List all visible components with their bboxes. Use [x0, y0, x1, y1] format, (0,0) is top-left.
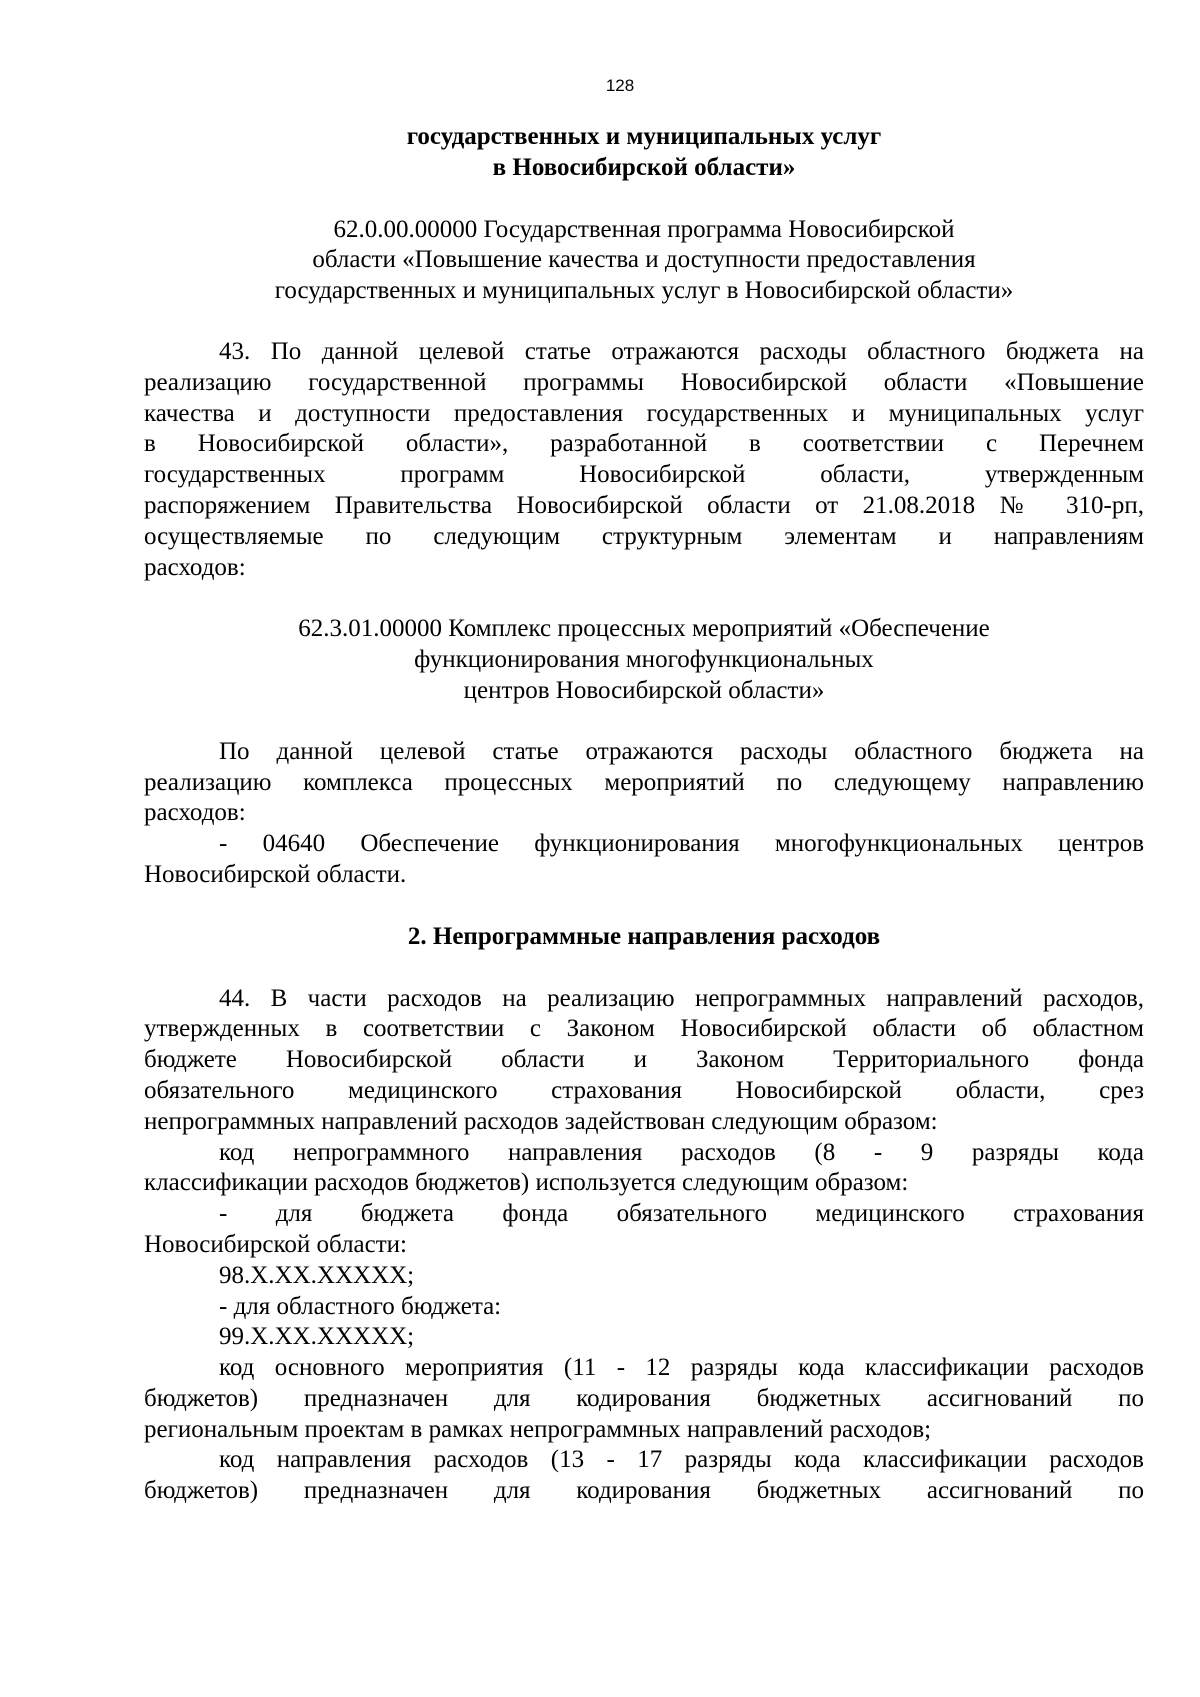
heading-line: государственных и муниципальных услуг в Новосибирской области»	[274, 277, 1014, 305]
heading-line: области «Повышение качества и доступности предоставления	[312, 246, 976, 274]
paragraph-line: в Новосибирской области», разработанной в соответствии с Перечнем	[144, 430, 1144, 458]
paragraph-line: региональным проектам в рамках непрограммных направлений расходов;	[144, 1415, 932, 1443]
page-number: 128	[605, 76, 635, 95]
paragraph-line: распоряжением Правительства Новосибирской области от 21.08.2018 № 310-рп,	[144, 491, 1144, 519]
list-item: - 04640 Обеспечение функционирования многофункциональных центров	[219, 830, 1144, 858]
paragraph-line: Новосибирской области.	[144, 860, 407, 888]
paragraph-line: бюджетов) предназначен для кодирования бюджетных ассигнований по	[144, 1384, 1144, 1412]
paragraph-line: код направления расходов (13 - 17 разряды кода классификации расходов	[219, 1446, 1144, 1474]
program-heading	[144, 215, 1144, 307]
paragraph-line: обязательного медицинского страхования Новосибирской области, срез	[144, 1076, 1144, 1104]
code-line: 98.X.XX.XXXXX;	[219, 1261, 415, 1289]
paragraph-line: код непрограммного направления расходов (8 - 9 разряды кода	[219, 1138, 1144, 1166]
paragraph-line: Новосибирской области:	[144, 1230, 408, 1258]
code-line: 99.X.XX.XXXXX;	[219, 1323, 415, 1351]
paragraph-line: классификации расходов бюджетов) используется следующим образом:	[144, 1169, 909, 1197]
paragraph-line: код основного мероприятия (11 - 12 разряды кода классификации расходов	[219, 1354, 1144, 1382]
heading-line: центров Новосибирской области»	[463, 676, 825, 704]
paragraph-line: государственных программ Новосибирской области, утвержденным	[144, 461, 1144, 489]
paragraph-complex	[144, 737, 1144, 891]
paragraph-line: 44. В части расходов на реализацию непрограммных направлений расходов,	[219, 984, 1144, 1012]
paragraph-line: непрограммных направлений расходов задействован следующим образом:	[144, 1107, 938, 1135]
complex-heading	[144, 614, 1144, 706]
heading-line: функционирования многофункциональных	[414, 646, 874, 674]
title-line: государственных и муниципальных услуг	[406, 123, 882, 150]
paragraph-line: реализацию государственной программы Новосибирской области «Повышение	[144, 368, 1144, 396]
list-item: - для бюджета фонда обязательного медицинского страхования	[219, 1200, 1144, 1228]
page-content	[144, 122, 1144, 1507]
paragraph-line: расходов:	[144, 799, 246, 827]
paragraph-line: расходов:	[144, 553, 246, 581]
list-item: - для областного бюджета:	[219, 1292, 502, 1320]
section-2-heading: 2. Непрограммные направления расходов	[407, 922, 881, 950]
paragraph-43	[144, 337, 1144, 583]
heading-line: 62.3.01.00000 Комплекс процессных мероприятий «Обеспечение	[298, 615, 990, 643]
heading-line: 62.0.00.00000 Государственная программа Новосибирской	[333, 215, 955, 243]
paragraph-line: качества и доступности предоставления государственных и муниципальных услуг	[144, 399, 1144, 427]
paragraph-line: По данной целевой статье отражаются расходы областного бюджета на	[219, 737, 1144, 765]
paragraph-line: бюджете Новосибирской области и Законом Территориального фонда	[144, 1046, 1144, 1074]
paragraph-line: реализацию комплекса процессных мероприятий по следующему направлению	[144, 768, 1144, 796]
title-line: в Новосибирской области»	[492, 153, 796, 181]
paragraph-line: осуществляемые по следующим структурным элементам и направлениям	[144, 522, 1144, 550]
section-title	[144, 122, 1144, 184]
paragraph-line: бюджетов) предназначен для кодирования бюджетных ассигнований по	[144, 1477, 1144, 1505]
paragraph-line: 43. По данной целевой статье отражаются расходы областного бюджета на	[219, 337, 1144, 365]
paragraph-44	[144, 984, 1144, 1508]
paragraph-line: утвержденных в соответствии с Законом Новосибирской области об областном	[144, 1015, 1144, 1043]
